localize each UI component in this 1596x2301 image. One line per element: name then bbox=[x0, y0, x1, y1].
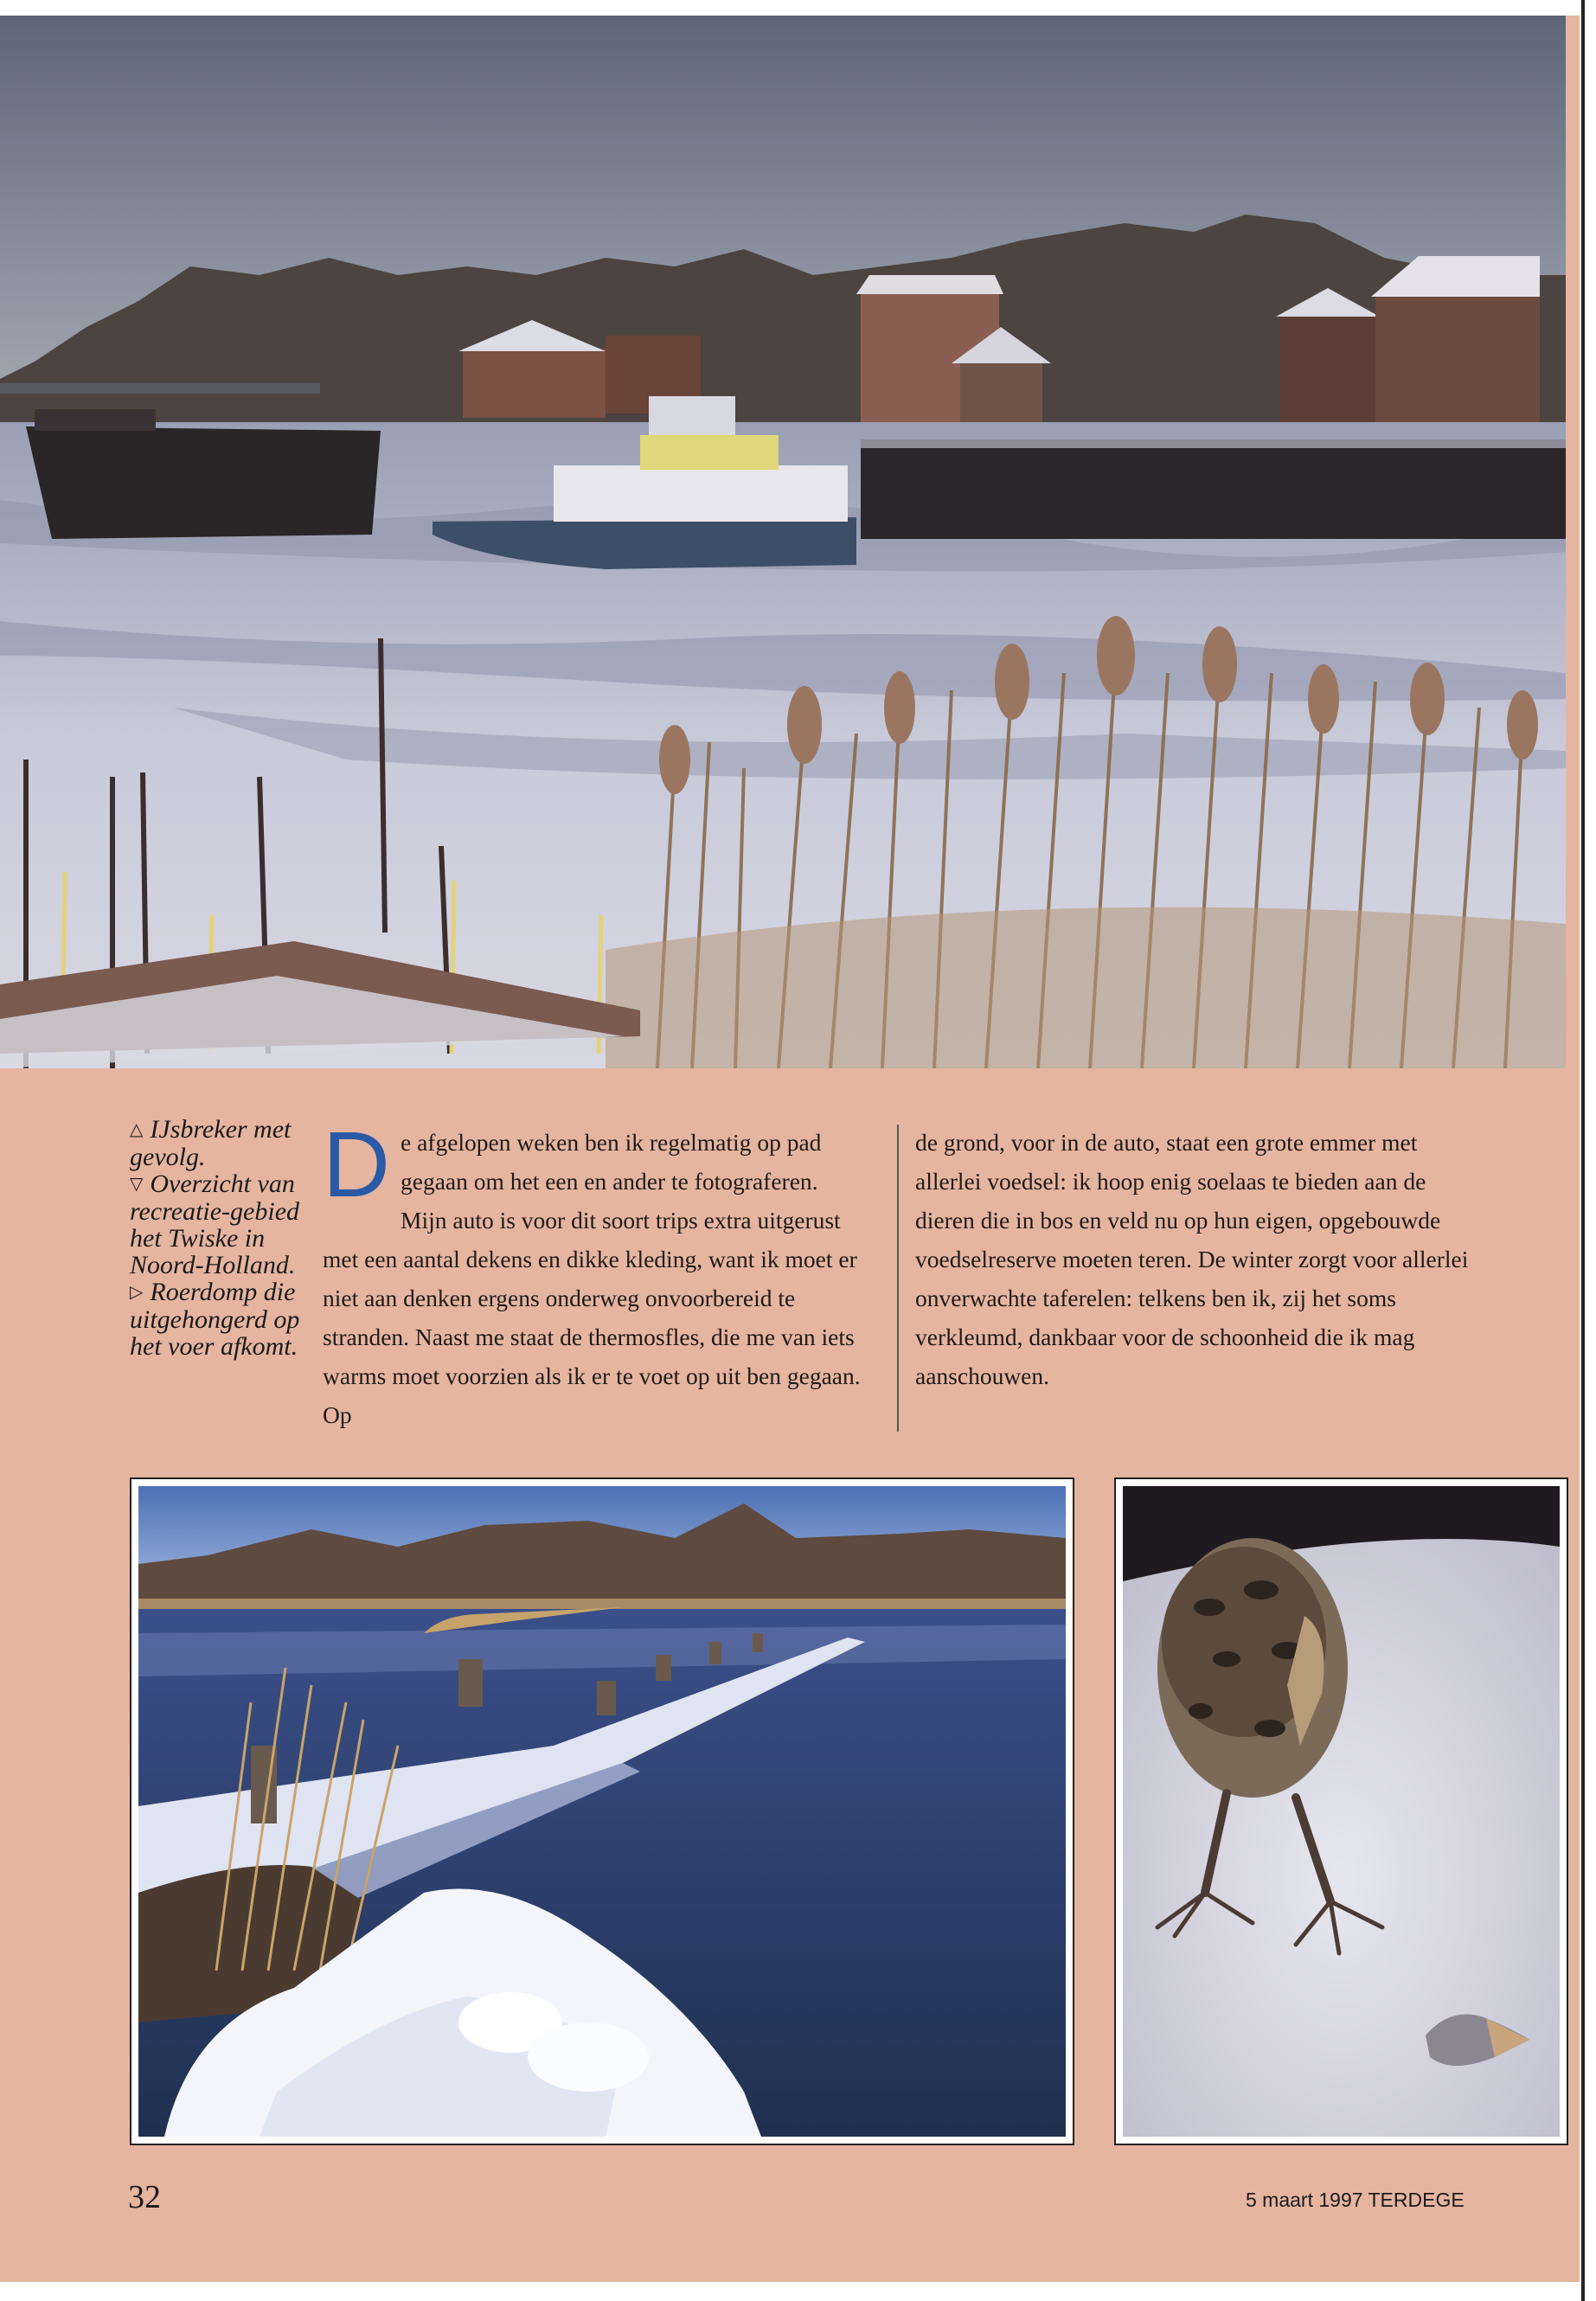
article-column-1 bbox=[323, 1112, 868, 1434]
page-top-margin bbox=[0, 0, 1596, 16]
page-right-margin bbox=[1580, 0, 1596, 2301]
triangle-down-icon: ▽ bbox=[130, 1175, 144, 1194]
page-number: 32 bbox=[128, 2179, 161, 2215]
page-spine-line bbox=[1581, 0, 1585, 2301]
hero-photo-icebreaker bbox=[0, 16, 1566, 1068]
article-text-1: e afgelopen weken ben ik regelmatig op pad gegaan om het een en ander te fotograferen. Mijn auto is voor dit soort trips extra uitgerust met een aantal dekens en dikke kleding, want ik moet er niet aan denken ergens onderweg onvoorbereid te stranden. Naast me staat de thermosfles, die me van iets warms moet voorzien als ik er te voet op uit ben gegaan. Op bbox=[323, 1129, 861, 1428]
triangle-right-icon: ▷ bbox=[130, 1283, 144, 1302]
photo-captions bbox=[130, 1116, 307, 1360]
article-column-2 bbox=[915, 1123, 1486, 1395]
column-divider bbox=[897, 1125, 899, 1432]
caption-icebreaker: △ IJsbreker met gevolg. bbox=[130, 1115, 292, 1171]
magazine-page bbox=[0, 16, 1580, 2282]
triangle-up-icon: △ bbox=[130, 1120, 144, 1139]
caption-roerdomp: ▷ Roerdomp die uitgehongerd op het voer afkomt. bbox=[130, 1278, 300, 1361]
drop-cap: D bbox=[323, 1112, 390, 1216]
article-text-2: de grond, voor in de auto, staat een grote emmer met allerlei voedsel: ik hoop enig soelaas te bieden aan de dieren die in bos en veld nu op hun eigen, opgebouwde voedselreserve moeten teren. De winter zorgt voor allerlei onverwachte taferelen: telkens ben ik, zij het soms verkleumd, dankbaar voor de schoonheid die ik mag aanschouwen. bbox=[915, 1129, 1469, 1389]
photo-roerdomp-bittern bbox=[1114, 1477, 1568, 2145]
issue-date-magazine: 5 maart 1997 TERDEGE bbox=[1246, 2189, 1465, 2211]
caption-twiske: ▽ Overzicht van recreatie-gebied het Twiske in Noord-Holland. bbox=[130, 1170, 300, 1279]
photo-twiske-frozen-lake bbox=[130, 1477, 1074, 2145]
